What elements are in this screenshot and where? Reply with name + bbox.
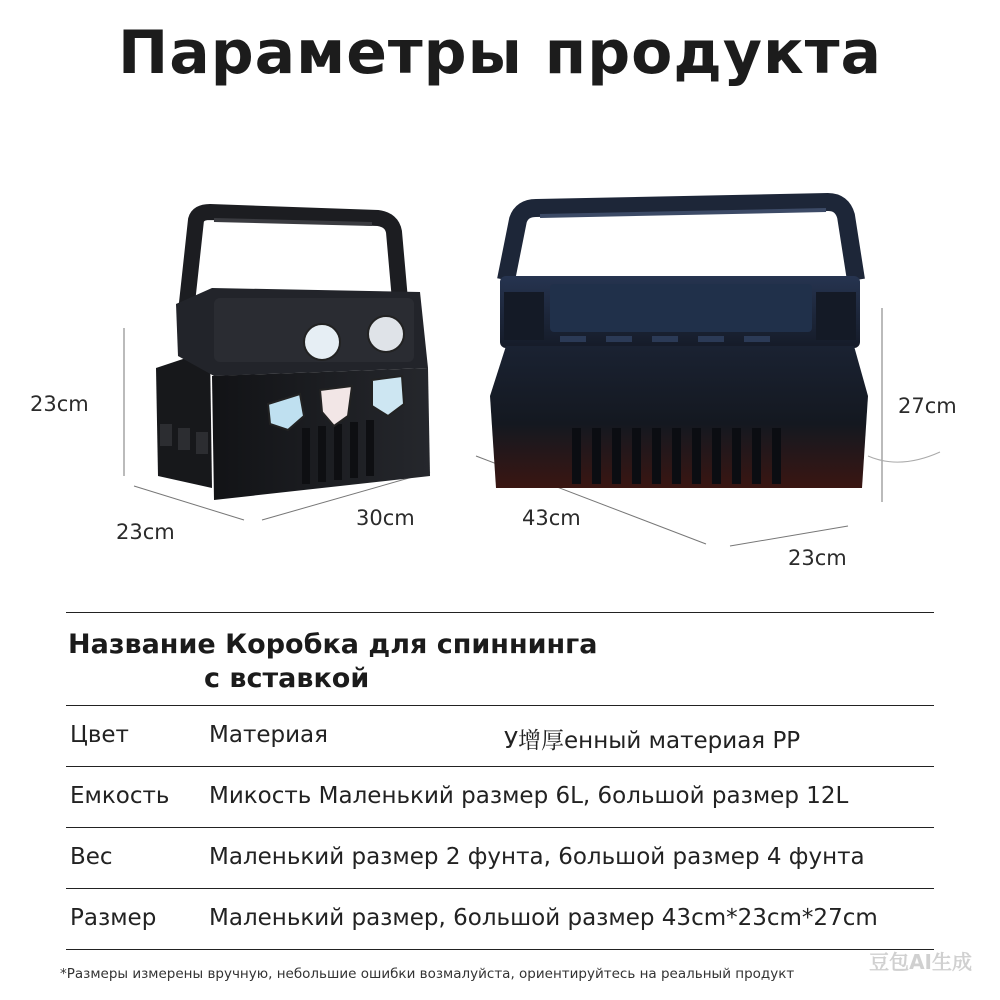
page-title: Параметры продукта [118,18,882,88]
spec-value: Материая [209,722,328,748]
spec-value: Микость Маленький размер 6L, 6ольшой размер 12L [209,783,849,809]
spec-row-size [66,889,934,949]
spec-key: Цвет [70,722,129,748]
large-height-label: 27cm [898,394,957,418]
spec-value: Маленький размер 2 фунта, 6ольшой размер 4 фунта [209,844,865,870]
spec-row-weight [66,828,934,888]
spec-row-capacity [66,767,934,827]
spec-value: Маленький размер, 6ольшой размер 43cm*23cm*27cm [209,905,878,931]
spec-value-secondary: У增厚енный материая PP [504,728,801,754]
small-height-label: 23cm [30,392,89,416]
sticker-fish-icon [304,324,340,360]
spec-table [66,612,934,950]
small-box [124,212,430,520]
small-width-label: 30cm [356,506,415,530]
spec-name-row [66,613,934,705]
product-name-line1: Название Коробка для спиннинга [68,629,598,660]
large-depth-label: 23cm [788,546,847,570]
spec-key: Размер [70,905,157,931]
footnote: *Размеры измерены вручную, небольшие ошибки возмалуйста, ориентируйтесь на реальный продукт [60,966,795,982]
large-width-label: 43cm [522,506,581,530]
large-box [476,202,940,546]
spec-row-color [66,706,934,766]
product-figure [0,180,1000,600]
watermark: 豆包AI生成 [869,950,972,974]
small-depth-label: 23cm [116,520,175,544]
product-name-line2: с вставкой [204,663,370,694]
spec-key: Емкость [70,783,170,809]
small-box-side [156,350,212,488]
spec-key: Вес [70,844,113,870]
sticker-skull-icon [368,316,404,352]
table-divider [66,949,934,950]
large-depth-line [730,526,848,546]
